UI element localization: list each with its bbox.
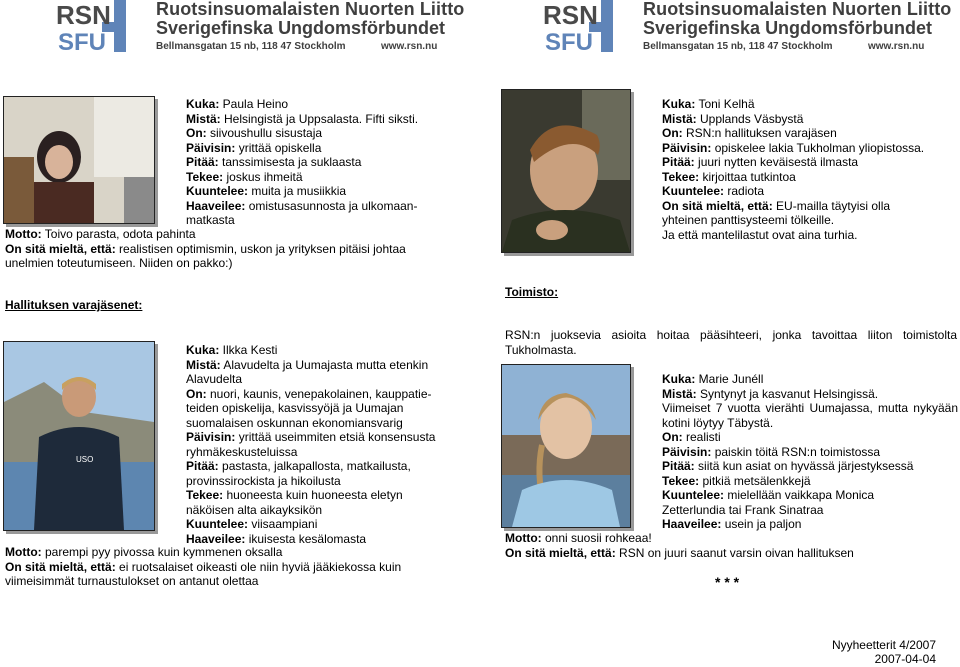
profile-marie: Kuka: Marie Junéll Mistä: Syntynyt ja kasvanut Helsingissä. Viimeiset 7 vuotta vierähti Uumajassa, mutta nykyään kotini löytyy Täbystä. On: realisti Päivisin: paiskin töitä RSN:n toimistossa Pitää: siitä kun asiat on hyvässä järjestyksessä Tekee: pitkiä metsälenkkejä Kuuntelee: mielellään vaikkapa Monica Zetterlundia tai Frank Sinatraa Haaveilee: usein ja paljon bbox=[662, 372, 958, 531]
photo-marie bbox=[501, 364, 631, 528]
marie-motto: Motto: onni suosii rohkeaa! On sitä mieltä, että: RSN on juuri saanut varsin oivan hallituksen bbox=[505, 531, 854, 560]
svg-text:RSN: RSN bbox=[543, 0, 598, 30]
rsn-sfu-logo bbox=[56, 0, 156, 52]
section-separator-stars: * * * bbox=[715, 574, 740, 590]
svg-text:USO: USO bbox=[76, 455, 94, 464]
svg-text:RSN: RSN bbox=[56, 0, 111, 30]
profile-paula: Kuka: Paula Heino Mistä: Helsingistä ja Uppsalasta. Fifti siksti. On: siivoushullu sisustaja Päivisin: yrittää opiskella Pitää: tanssimisesta ja suklaasta Tekee: joskus ihmeitä Kuuntelee: muita ja musiikkia Haaveilee: omistusasunnosta ja ulkomaan- matkasta bbox=[186, 97, 419, 227]
section-heading-toimisto: Toimisto: bbox=[505, 285, 559, 299]
address: Bellmansgatan 15 nb, 118 47 Stockholm bbox=[643, 41, 833, 52]
footer-date: 2007-04-04 bbox=[874, 652, 936, 666]
org-name-sv: Sverigefinska Ungdomsförbundet bbox=[156, 18, 446, 38]
address: Bellmansgatan 15 nb, 118 47 Stockholm bbox=[156, 41, 346, 52]
paula-motto: Motto: Toivo parasta, odota pahinta On sitä mieltä, että: realistisen optimismin, uskon ja yrityksen pitäisi johtaa unelmien toteutumiseen. Niiden on pakko:) bbox=[5, 227, 406, 270]
org-name-fi: Ruotsinsuomalaisten Nuorten Liitto bbox=[156, 0, 465, 19]
header-left bbox=[56, 0, 476, 52]
website-url: www.rsn.nu bbox=[381, 41, 438, 52]
photo-paula bbox=[3, 96, 155, 224]
photo-ilkka bbox=[3, 341, 155, 531]
svg-text:SFU: SFU bbox=[545, 29, 593, 52]
section-heading-hallitus: Hallituksen varajäsenet: bbox=[5, 298, 143, 312]
ilkka-motto: Motto: parempi pyy pivossa kuin kymmenen oksalla On sitä mieltä, että: ei ruotsalaiset oikeasti ole niin hyviä jääkiekossa kuin viimeisimmät turnaustulokset on antanut olettaa bbox=[5, 545, 402, 588]
rsn-sfu-logo bbox=[543, 0, 643, 52]
org-name-fi: Ruotsinsuomalaisten Nuorten Liitto bbox=[643, 0, 952, 19]
header-right bbox=[543, 0, 960, 52]
profile-ilkka: Kuka: Ilkka Kesti Mistä: Alavudelta ja Uumajasta mutta etenkin Alavudelta On: nuori, kaunis, venepakolainen, kauppatie- teiden opiskelija, kasvissyöjä ja Uumajan suomalaisen oskunnan ekonomiansvarig Päivisin: yrittää useimmiten etsiä konsensusta ryhmäkeskusteluissa Pitää: pastasta, jalkapallosta, matkailusta, provinssirockista ja hikoilusta Tekee: huoneesta kuin huoneesta eletyn näköisen alta aikayksikön Kuuntelee: viisaampiani Haaveilee: ikuisesta kesälomasta bbox=[186, 343, 436, 546]
photo-toni bbox=[501, 89, 631, 253]
profile-toni: Kuka: Toni Kelhä Mistä: Upplands Väsbystä On: RSN:n hallituksen varajäsen Päivisin: opiskelee lakia Tukholman yliopistossa. Pitää: juuri nytten keväisestä ilmasta Tekee: kirjoittaa tutkintoa Kuuntelee: radiota On sitä mieltä, että: EU-mailla täytyisi olla yhteinen panttisysteemi tölkeille. Ja että mantelilastut ovat aina turhia. bbox=[662, 97, 925, 242]
footer-issue: Nyyheetterit 4/2007 bbox=[831, 638, 936, 652]
toimisto-intro: RSN:n juoksevia asioita hoitaa pääsihteeri, jonka tavoittaa liiton toimistolta Tukholmasta. bbox=[505, 328, 957, 357]
svg-text:SFU: SFU bbox=[58, 29, 106, 52]
website-url: www.rsn.nu bbox=[868, 41, 925, 52]
org-name-sv: Sverigefinska Ungdomsförbundet bbox=[643, 18, 933, 38]
